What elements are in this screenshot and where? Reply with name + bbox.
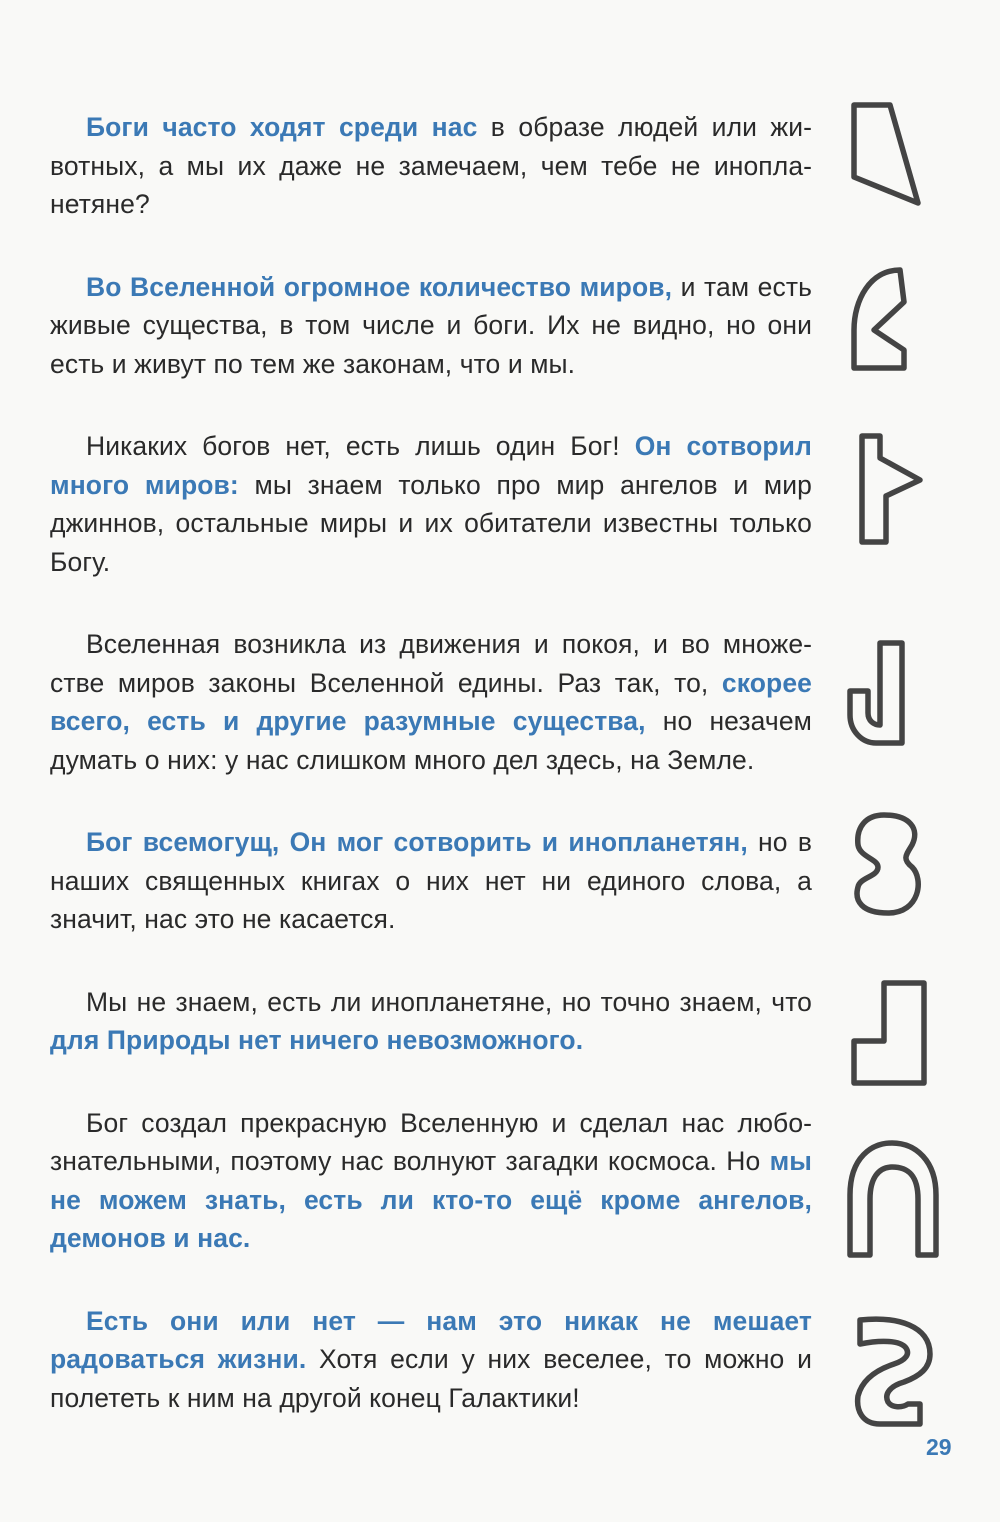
alien-glyph-arrow-icon bbox=[840, 430, 950, 550]
body-text: но незачем думать о них: у нас слишком много дел здесь, на Земле. bbox=[50, 706, 812, 775]
paragraph bbox=[50, 823, 812, 939]
body-text: Вселенная возникла из движения и покоя, и во множестве миров законы Вселенной едины. Раз так, то, bbox=[50, 629, 812, 698]
body-text: Бог создал прекрасную Вселенную и сделал нас любознательными, поэтому нас волнуют загадки космоса. Но bbox=[50, 1107, 812, 1176]
highlighted-text: для Природы нет ничего невозможного. bbox=[50, 1025, 584, 1055]
alien-glyph-spiral-icon bbox=[840, 1310, 950, 1440]
paragraph bbox=[50, 268, 812, 384]
paragraph bbox=[50, 427, 812, 581]
body-text: мы знаем только про мир ангелов и мир джиннов, остальные миры и их обитатели известны только Богу. bbox=[50, 469, 812, 577]
paragraph bbox=[50, 625, 812, 779]
paragraph bbox=[50, 108, 812, 224]
alien-glyph-half-circle-icon bbox=[840, 260, 950, 380]
highlighted-text: Бог всемогущ, Он мог сотворить и инопланетян, bbox=[86, 827, 748, 857]
text-column bbox=[50, 108, 812, 1461]
highlighted-text: Во Вселенной огромное количество миров, bbox=[86, 271, 673, 302]
highlighted-text: Есть они или нет — нам это никак не мешает радоваться жизни. bbox=[50, 1305, 812, 1374]
alien-glyph-trapezoid-icon bbox=[840, 95, 950, 210]
highlighted-text: скорее всего, есть и другие разумные существа, bbox=[50, 667, 812, 736]
alien-glyph-hook-icon bbox=[840, 635, 950, 755]
body-text: но в наших священных книгах о них нет ни единого слова, а значит, нас это не касается. bbox=[50, 827, 812, 934]
body-text: Хотя если у них веселее, то можно и полететь к ним на другой конец Галактики! bbox=[50, 1344, 812, 1413]
page-number: 29 bbox=[926, 1434, 952, 1460]
highlighted-text: Боги часто ходят среди нас bbox=[86, 112, 478, 142]
alien-glyph-column bbox=[840, 90, 950, 1430]
body-text: в образе людей или животных, а мы их даже не замечаем, чем тебе не инопланетяне? bbox=[50, 112, 812, 219]
body-text: и там есть живые существа, в том числе и боги. Их не видно, но они есть и живут по тем же законам, что и мы. bbox=[50, 271, 812, 379]
highlighted-text: мы не можем знать, есть ли кто-то ещё кроме ангелов, демонов и нас. bbox=[50, 1146, 812, 1253]
alien-glyph-step-icon bbox=[840, 975, 950, 1095]
paragraph bbox=[50, 1104, 812, 1258]
paragraph bbox=[50, 1302, 812, 1418]
alien-glyph-arch-icon bbox=[840, 1135, 950, 1265]
alien-glyph-figure-eight-icon bbox=[840, 805, 950, 925]
body-text: Мы не знаем, есть ли инопланетяне, но точно знаем, что bbox=[86, 986, 812, 1017]
body-text: Никаких богов нет, есть лишь один Бог! bbox=[86, 431, 635, 461]
paragraph bbox=[50, 983, 812, 1060]
highlighted-text: Он сотворил много миров: bbox=[50, 431, 812, 500]
